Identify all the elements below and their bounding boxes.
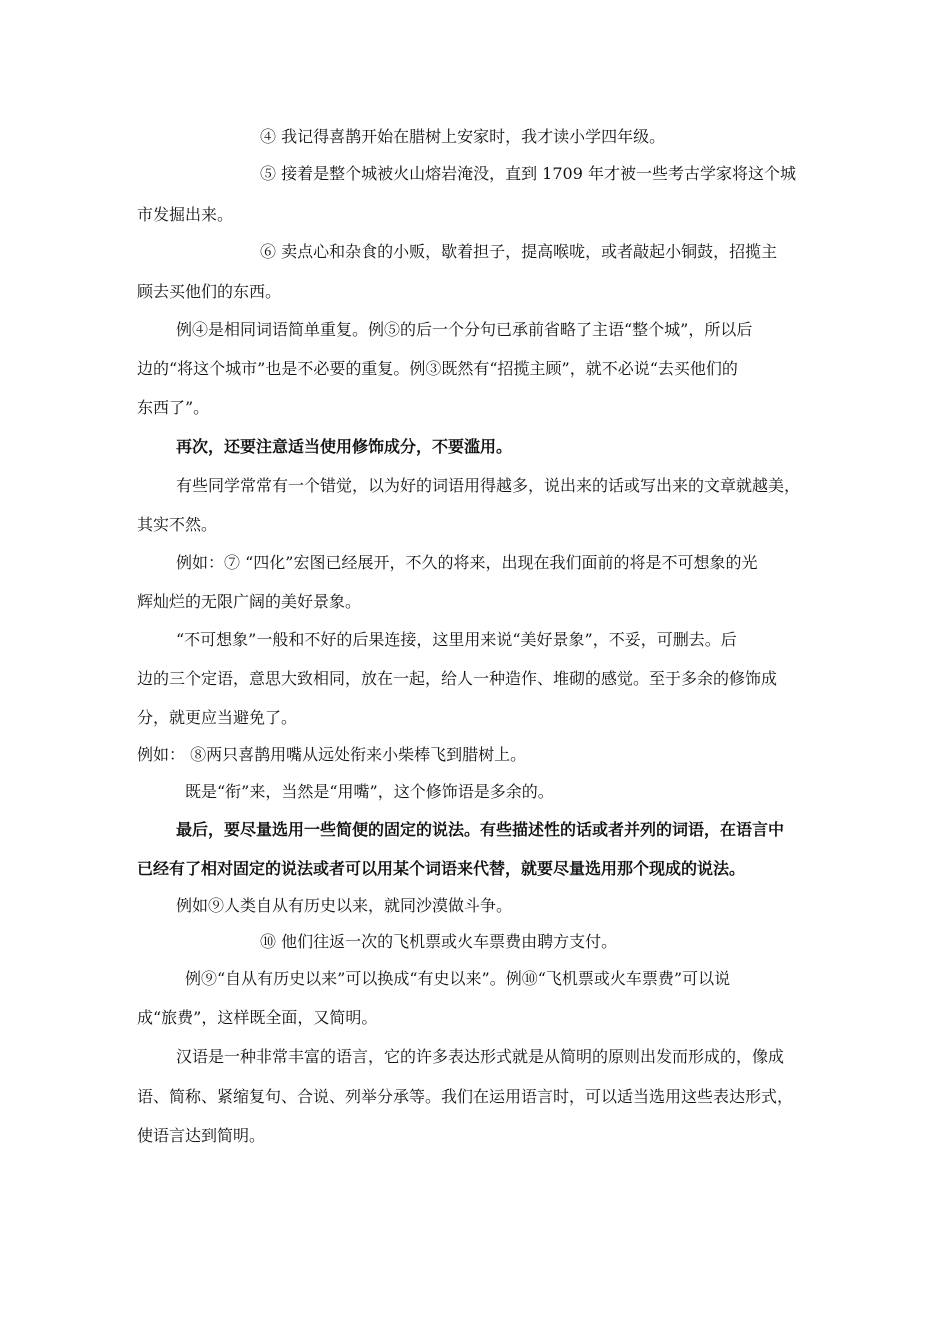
analysis-7-line-3: 分，就更应当避免了。 [137,708,298,727]
example-6-line-1: ⑥ 卖点心和杂食的小贩，歇着担子，提高喉咙，或者敲起小铜鼓，招揽主 [260,242,778,261]
analysis-9-10-line-2: 成“旅费”，这样既全面，又简明。 [137,1008,378,1027]
example-7-line-1: 例如：⑦ “四化”宏图已经展开，不久的将来，出现在我们面前的将是不可想象的光 [176,553,758,572]
example-9-line: 例如⑨人类自从有历史以来，就同沙漠做斗争。 [176,896,513,915]
analysis-1-line-1: 例④是相同词语简单重复。例⑤的后一个分句已承前省略了主语“整个城”，所以后 [176,320,753,339]
analysis-9-10-line-1: 例⑨“自从有历史以来”可以换成“有史以来”。例⑩“飞机票或火车票费”可以说 [185,969,731,988]
analysis-8-line: 既是“衔”来，当然是“用嘴”，这个修饰语是多余的。 [185,782,554,801]
analysis-7-line-1: “不可想象”一般和不好的后果连接，这里用来说“美好景象”，不妥，可删去。后 [176,630,737,649]
paragraph-misconception-line-2: 其实不然。 [137,515,218,534]
example-8-line: 例如： ⑧两只喜鹊用嘴从远处衔来小柴棒飞到腊树上。 [137,745,527,764]
analysis-1-line-2: 边的“将这个城市”也是不必要的重复。例③既然有“招揽主顾”，就不必说“去买他们的 [137,359,738,378]
analysis-7-line-2: 边的三个定语，意思大致相同，放在一起，给人一种造作、堆砌的感觉。至于多余的修饰成 [137,669,778,688]
conclusion-line-1: 汉语是一种非常丰富的语言，它的许多表达形式就是从简明的原则出发而形成的，像成 [176,1047,785,1066]
section-heading-fixed-expressions-line-1: 最后，要尽量选用一些简便的固定的说法。有些描述性的话或者并列的词语，在语言中 [176,820,785,839]
conclusion-line-3: 使语言达到简明。 [137,1126,266,1145]
example-5-line-2: 市发掘出来。 [137,205,234,224]
example-5-line-1: ⑤ 接着是整个城被火山熔岩淹没，直到 1709 年才被一些考古学家将这个城 [260,164,796,183]
section-heading-fixed-expressions-line-2: 已经有了相对固定的说法或者可以用某个词语来代替，就要尽量选用那个现成的说法。 [137,859,746,878]
example-7-line-2: 辉灿烂的无限广阔的美好景象。 [137,592,362,611]
example-10-line: ⑩ 他们往返一次的飞机票或火车票费由聘方支付。 [260,932,618,951]
example-6-line-2: 顾去买他们的东西。 [137,282,282,301]
analysis-1-line-3: 东西了”。 [137,398,210,417]
paragraph-misconception-line-1: 有些同学常常有一个错觉，以为好的词语用得越多，说出来的话或写出来的文章就越美， [176,476,801,495]
example-4-line: ④ 我记得喜鹊开始在腊树上安家时，我才读小学四年级。 [260,127,666,146]
section-heading-modifiers: 再次，还要注意适当使用修饰成分，不要滥用。 [176,437,513,456]
conclusion-line-2: 语、简称、紧缩复句、合说、列举分承等。我们在运用语言时，可以适当选用这些表达形式， [137,1087,794,1106]
